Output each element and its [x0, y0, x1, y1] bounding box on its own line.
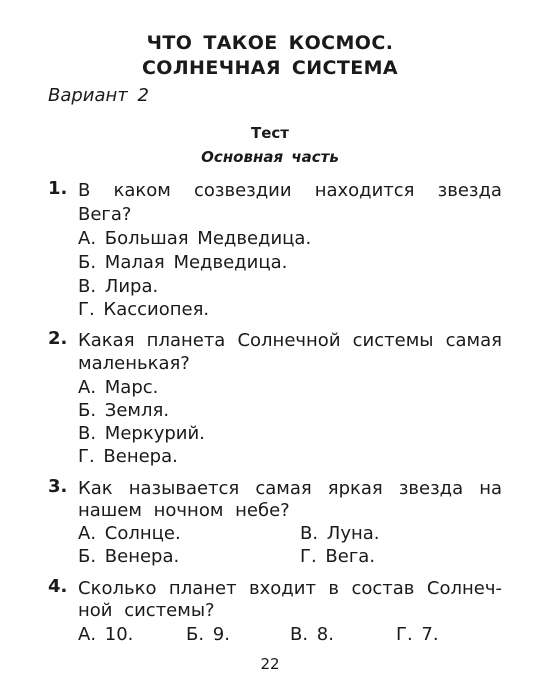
- question-word: Какая: [78, 330, 135, 351]
- question-word: Сколько: [78, 578, 157, 599]
- question-4-text-line-1: [78, 578, 502, 599]
- question-3-text-line-2: нашем ночном небе?: [78, 500, 290, 521]
- question-word: В: [78, 180, 91, 201]
- question-2-option-b: Б. Земля.: [78, 400, 170, 421]
- question-2-option-a: А. Марс.: [78, 377, 159, 398]
- question-2-text-line-2: маленькая?: [78, 353, 190, 374]
- question-word: Как: [78, 478, 113, 499]
- question-4-option-a: А. 10.: [78, 624, 134, 645]
- question-1-option-a: А. Большая Медведица.: [78, 228, 312, 249]
- question-1-option-d: Г. Кассиопея.: [78, 299, 210, 320]
- question-2-text-line-1: [78, 330, 502, 351]
- question-1-option-c: В. Лира.: [78, 276, 159, 297]
- question-word: созвездии: [193, 180, 292, 201]
- question-1-text-line-2: Вега?: [78, 204, 132, 225]
- question-word: звезда: [437, 180, 502, 201]
- question-word: системы: [352, 330, 434, 351]
- question-word: называется: [128, 478, 240, 499]
- variant-label: Вариант 2: [48, 85, 149, 106]
- question-2-option-c: В. Меркурий.: [78, 423, 205, 444]
- question-word: планета: [146, 330, 226, 351]
- question-1-option-b: Б. Малая Медведица.: [78, 252, 288, 273]
- question-4-text-line-2: ной системы?: [78, 600, 215, 621]
- question-word: входит: [249, 578, 316, 599]
- question-word: самая: [445, 330, 502, 351]
- part-heading: Основная часть: [201, 148, 339, 166]
- question-word: звезда: [398, 478, 464, 499]
- question-4-number: 4.: [48, 576, 68, 597]
- question-3-option-c: В. Луна.: [300, 523, 380, 544]
- test-heading: Тест: [251, 124, 289, 142]
- question-word: находится: [314, 180, 415, 201]
- question-word: Солнеч-: [426, 578, 502, 599]
- question-3-text-line-1: [78, 478, 502, 499]
- question-word: яркая: [327, 478, 383, 499]
- question-word: планет: [168, 578, 237, 599]
- question-4-option-d: Г. 7.: [396, 624, 439, 645]
- question-word: каком: [113, 180, 171, 201]
- question-word: состав: [351, 578, 415, 599]
- question-3-option-a: А. Солнце.: [78, 523, 181, 544]
- question-word: Солнечной: [237, 330, 341, 351]
- question-4-option-b: Б. 9.: [186, 624, 230, 645]
- question-3-option-b: Б. Венера.: [78, 546, 180, 567]
- page-number: 22: [260, 655, 280, 673]
- question-3-option-d: Г. Вега.: [300, 546, 376, 567]
- question-2-number: 2.: [48, 328, 68, 349]
- question-word: на: [479, 478, 502, 499]
- question-1-text-line-1: [78, 180, 502, 201]
- page-title-line-2: СОЛНЕЧНАЯ СИСТЕМА: [141, 57, 399, 79]
- question-4-option-c: В. 8.: [290, 624, 334, 645]
- question-2-option-d: Г. Венера.: [78, 446, 178, 467]
- question-word: самая: [255, 478, 312, 499]
- question-1-number: 1.: [48, 178, 68, 199]
- page-title-line-1: ЧТО ТАКОЕ КОСМОС.: [146, 32, 394, 54]
- question-word: в: [328, 578, 340, 599]
- question-3-number: 3.: [48, 476, 68, 497]
